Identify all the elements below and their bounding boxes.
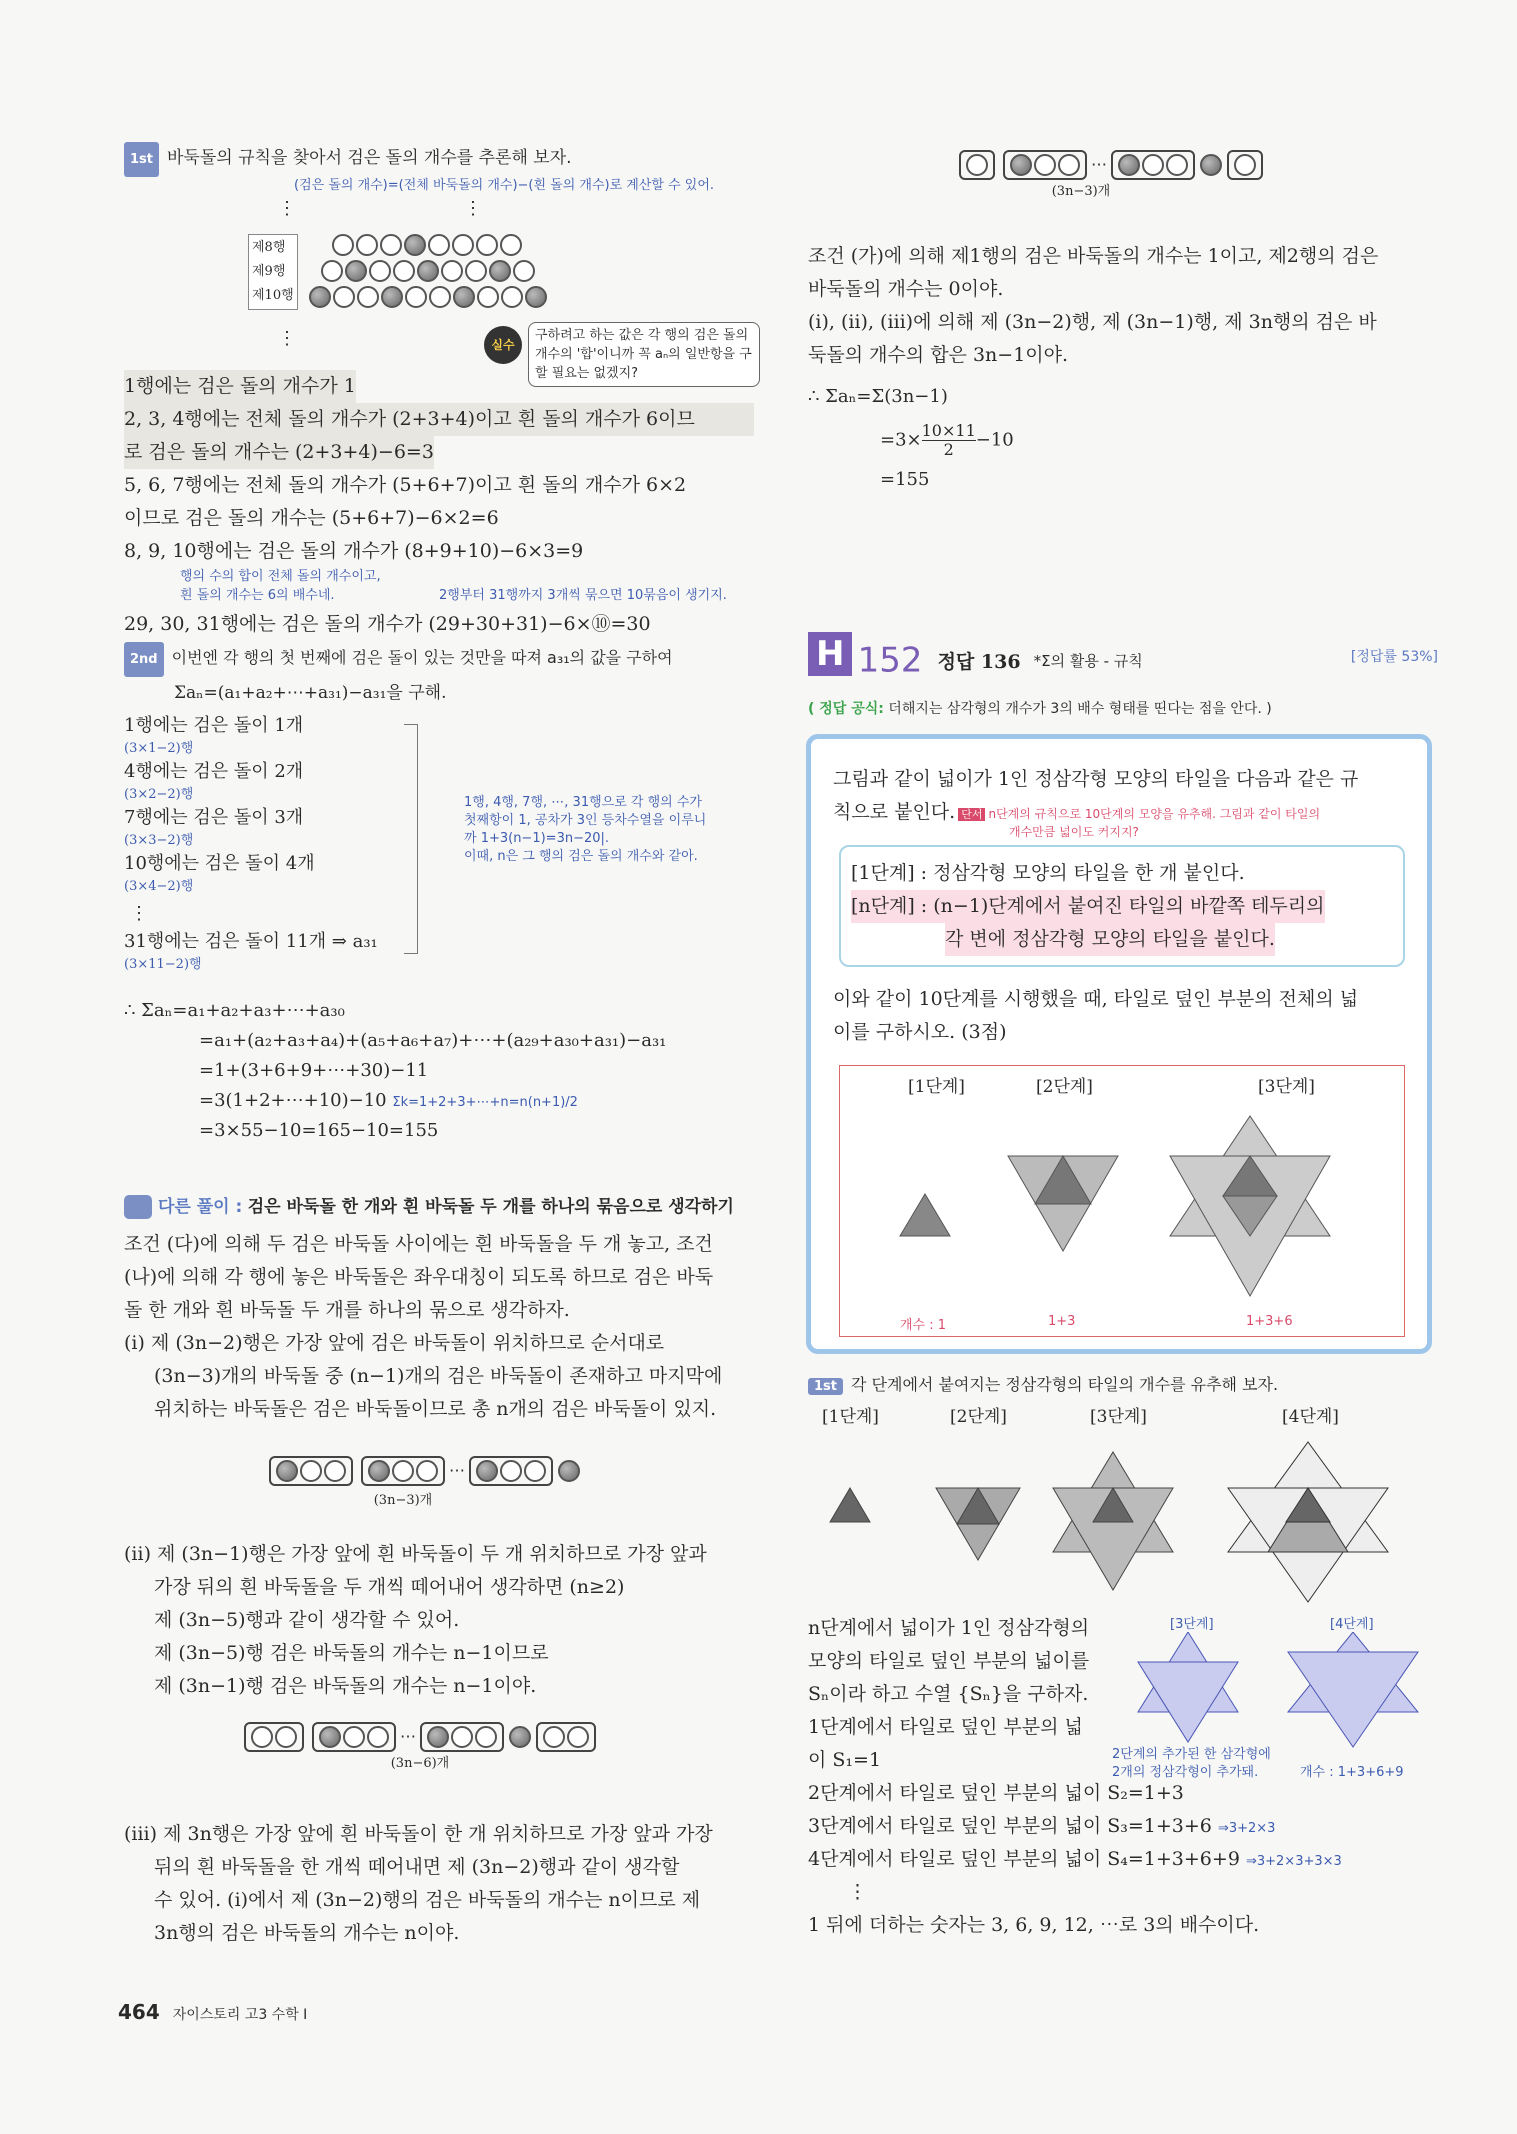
topic: *Σ의 활용 - 규칙 bbox=[1033, 652, 1143, 670]
answer: 정답 136 bbox=[937, 651, 1021, 673]
stone-groups-3: ⋯ (3n−3)개 bbox=[955, 150, 1267, 199]
h-letter: H bbox=[808, 632, 852, 676]
right-step1: 1st 각 단계에서 붙여지는 정삼각형의 타일의 개수를 유추해 보자. bbox=[808, 1372, 1278, 1395]
rule-box: [1단계] : 정삼각형 모양의 타일을 한 개 붙인다. [n단계] : (n−1)단계에서 붙여진 타일의 바깥쪽 테두리의 각 변에 정삼각형 모양의 타일을 붙인다. bbox=[839, 845, 1405, 967]
left-step1 bbox=[124, 142, 749, 195]
stones-diagram: ⋮ ⋮ 제8행 제9행 제10행 ⋮ bbox=[236, 198, 636, 348]
row-labels: 제8행 제9행 제10행 bbox=[248, 234, 298, 310]
stone-row-8 bbox=[331, 234, 523, 256]
stone-groups-2: ⋯ (3n−6)개 bbox=[240, 1722, 600, 1771]
mini-tile-diagram: [3단계] [4단계] 2단계의 추가된 한 삼각형에 2개의 정삼각형이 추가돼. 개수 : 1+3+6+9 bbox=[1108, 1612, 1438, 1792]
step1-badge: 1st bbox=[124, 142, 159, 177]
book-title: 자이스토리 고3 수학 Ⅰ bbox=[172, 2007, 308, 2023]
step1-text: 바둑돌의 규칙을 찾아서 검은 돌의 개수를 추론해 보자. bbox=[167, 148, 572, 168]
bracket bbox=[404, 724, 418, 954]
tile-svg bbox=[840, 1096, 1406, 1306]
tile-diagram: [1단계] [2단계] [3단계] 개수 : 1 1+3 1+3+6 bbox=[839, 1065, 1405, 1337]
stone-row-9 bbox=[320, 260, 536, 282]
step2-badge: 2nd bbox=[124, 642, 164, 677]
sum-calc: ∴ Σaₙ=a₁+a₂+a₃+⋯+a₃₀ =a₁+(a₂+a₃+a₄)+(a₅+a₆+a₇)+⋯+(a₂₉+a₃₀+a₃₁)−a₃₁ =1+(3+6+9+⋯+30)−11 =3(1+2+⋯+10)−10 Σk=1+2+3+⋯+n=n(n+1)/2 =3×55−10=165−10=155 bbox=[124, 1000, 667, 1141]
stage4-svg bbox=[808, 1432, 1438, 1612]
problem-number: 152 bbox=[857, 640, 923, 681]
stone-row-10 bbox=[308, 286, 548, 308]
problem-header bbox=[808, 632, 1438, 681]
alt-icon bbox=[124, 1195, 152, 1219]
alt-ii: (ⅱ) 제 (3n−1)행은 가장 앞에 흰 바둑돌이 두 개 위치하므로 가장 앞과 가장 뒤의 흰 바둑돌을 두 개씩 떼어내어 생각하면 (n≥2) 제 (3n−5)행과 같이 생각할 수 있어. 제 (3n−5)행 검은 바둑돌의 개수는 n−1이므로 제 (3n−1)행 검은 바둑돌의 개수는 n−1이야. bbox=[124, 1543, 707, 1697]
stage4-diagram: [1단계] [2단계] [3단계] [4단계] bbox=[808, 1402, 1438, 1612]
footer bbox=[118, 2000, 307, 2024]
stone-groups-1: ⋯ (3n−3)개 bbox=[265, 1456, 581, 1516]
page-number: 464 bbox=[118, 2000, 160, 2024]
alt-iii: (ⅲ) 제 3n행은 가장 앞에 흰 바둑돌이 한 개 위치하므로 가장 앞과 가장 뒤의 흰 바둑돌을 한 개씩 떼어내면 제 (3n−2)행과 같이 생각할 수 있어. (ⅰ)에서 제 (3n−2)행의 검은 바둑돌의 개수는 n이므로 제 3n행의 검은 바둑돌의 개수는 n이야. bbox=[124, 1823, 713, 1944]
alt-solution: 다른 풀이 : 검은 바둑돌 한 개와 흰 바둑돌 두 개를 하나의 묶음으로 생각하기 조건 (다)에 의해 두 검은 바둑돌 사이에는 흰 바둑돌을 두 개 놓고, 조건 (나)에 의해 각 행에 놓은 바둑돌은 좌우대칭이 되도록 하므로 검은 바둑 돌 한 개와 흰 바둑돌 두 개를 하나의 묶으로 생각하자. (ⅰ) 제 (3n−2)행은 가장 앞에 검은 바둑돌이 위치하므로 순서대로 (3n−3)개의 바둑돌 중 (n−1)개의 검은 바둑돌이 존재하고 마지막에 위치하는 바둑돌은 검은 바둑돌이므로 총 n개의 검은 바둑돌이 있지. bbox=[124, 1197, 734, 1420]
mistake-icon: 실수 bbox=[484, 326, 522, 364]
mini-svg bbox=[1108, 1632, 1438, 1752]
sequence-list: 1행에는 검은 돌이 1개 (3×1−2)행 4행에는 검은 돌이 2개 (3×2−2)행 7행에는 검은 돌이 3개 (3×3−2)행 10행에는 검은 돌이 4개 (3×4−2)행 ⋮ 31행에는 검은 돌이 11개 ⇒ a₃₁ (3×11−2)행 1행, 4행, 7행, ⋯, 31행으로 각 행의 수가 첫째항이 1, 공차가 3인 등차수열을 이루니 까 1+3(n−1)=3n−20|. 이때, n은 그 행의 검은 돌의 개수와 같아. bbox=[124, 714, 744, 976]
left-derivation: 1행에는 검은 돌의 개수가 1 2, 3, 4행에는 전체 돌의 개수가 (2+3+4)이고 흰 돌의 개수가 6이므 로 검은 돌의 개수는 (2+3+4)−6=3 5, 6, 7행에는 전체 돌의 개수가 (5+6+7)이고 흰 돌의 개수가 6×2 이므로 검은 돌의 개수는 (5+6+7)−6×2=6 8, 9, 10행에는 검은 돌의 개수가 (8+9+10)−6×3=9 행의 수의 합이 전체 돌의 개수이고, 흰 돌의 개수는 6의 배수네. 2행부터 31행까지 3개씩 묶으면 10묶음이 생기지. 29, 30, 31행에는 검은 돌의 개수가 (29+30+31)−6×⑩=30 2nd 이번엔 각 행의 첫 번째에 검은 돌이 있는 것만을 따져 a₃₁의 값을 구하여 Σaₙ=(a₁+a₂+⋯+a₃₁)−a₃₁을 구해. bbox=[124, 370, 754, 710]
right-conclusion: 조건 (가)에 의해 제1행의 검은 바둑돌의 개수는 1이고, 제2행의 검은 바둑돌의 개수는 0이야. (ⅰ), (ⅱ), (ⅲ)에 의해 제 (3n−2)행, 제 (3n−1)행, 제 3n행의 검은 바 둑돌의 개수의 합은 3n−1이야. ∴ Σaₙ=Σ(3n−1) =3× $\frac{10\times 11}{2}$ −10 =155 bbox=[808, 245, 1379, 490]
sequence-note: 1행, 4행, 7행, ⋯, 31행으로 각 행의 수가 첫째항이 1, 공차가 3인 등차수열을 이루니 까 1+3(n−1)=3n−20|. 이때, n은 그 행의 검은 돌의 개수와 같아. bbox=[464, 795, 707, 864]
correct-rate: [정답률 53%] bbox=[1350, 649, 1438, 665]
area-derivation: n단계에서 넓이가 1인 정삼각형의 모양의 타일로 덮인 부분의 넓이를 Sₙ이라 하고 수열 {Sₙ}을 구하자. 1단계에서 타일로 덮인 부분의 넓 이 S₁=1 2단계에서 타일로 덮인 부분의 넓이 S₂=1+3 3단계에서 타일로 덮인 부분의 넓이 S₃=1+3+6 ⇒3+2×3 4단계에서 타일로 덮인 부분의 넓이 S₄=1+3+6+9 ⇒3+2×3+3×3 ⋮ 1 뒤에 더하는 숫자는 3, 6, 9, 12, ⋯로 3의 배수이다. bbox=[808, 1617, 1342, 1936]
mistake-text: 구하려고 하는 값은 각 행의 검은 돌의 개수의 '합'이니까 꼭 aₙ의 일반항을 구할 필요는 없겠지? bbox=[528, 322, 760, 387]
step1-note: (검은 돌의 개수)=(전체 바둑돌의 개수)−(흰 돌의 개수)로 계산할 수 있어. bbox=[294, 178, 715, 193]
question-box: 그림과 같이 넓이가 1인 정삼각형 모양의 타일을 다음과 같은 규 칙으로 붙인다. 단서 n단계의 규칙으로 10단계의 모양을 유추해. 그림과 같이 타일의 개수만큼 넓이도 커지지? [1단계] : 정삼각형 모양의 타일을 한 개 붙인다. [n단계] : (n−1)단계에서 붙여진 타일의 바깥쪽 테두리의 각 변에 정삼각형 모양의 타일을 붙인다. 이와 같이 10단계를 시행했을 때, 타일로 덮인 부분의 전체의 넓 이를 구하시오. (3점) [1단계] [2단계] [3단계] 개수 : 1 1+3 1+3+6 bbox=[806, 734, 1432, 1354]
key-formula: ( 정답 공식: 더해지는 삼각형의 개수가 3의 배수 형태를 띤다는 점을 안다. ) bbox=[808, 701, 1272, 717]
